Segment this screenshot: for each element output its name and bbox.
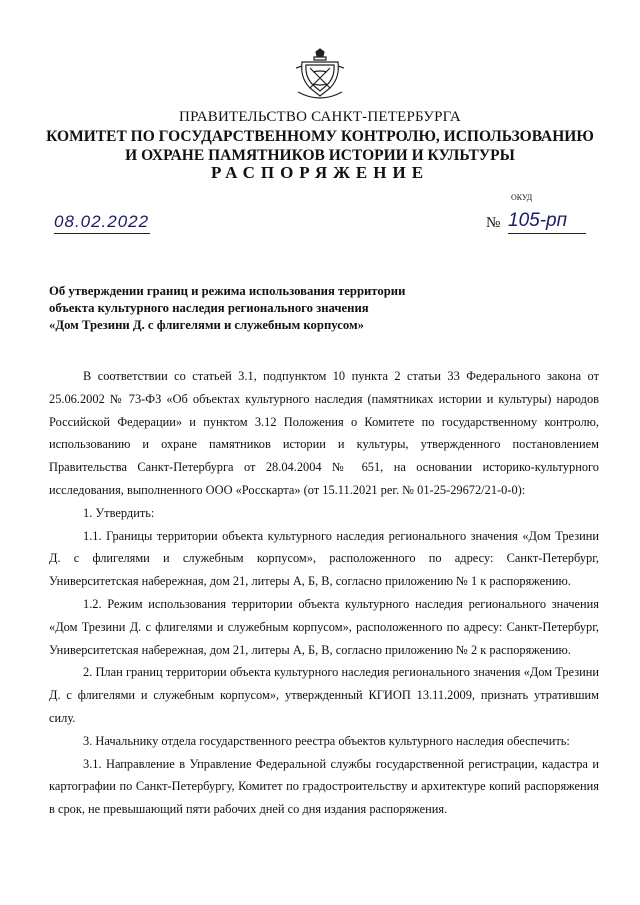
number-label: № bbox=[486, 215, 501, 231]
body-paragraph: 1.1. Границы территории объекта культурного наследия регионального значения «Дом Трезини Д. с флигелями и служебным корпусом», расположенного по адресу: Санкт-Петербург, Университетская набережная, дом 21, литеры А, Б, В, согласно приложению № 1 к распоряжению. bbox=[49, 528, 599, 589]
body-paragraph: 1. Утвердить: bbox=[83, 505, 155, 520]
document-body bbox=[49, 365, 599, 821]
body-paragraph: В соответствии со статьей 3.1, подпунктом 10 пункта 2 статьи 33 Федерального закона от 25.06.2002 № 73-ФЗ «Об объектах культурного наследия (памятниках истории и культуры) народов Российской Федерации» и пунктом 3.12 Положения о Комитете по государственному контролю, использованию и охране памятников истории и культуры, утвержденного постановлением Правительства Санкт-Петербурга от 28.04.2004 № 651, на основании историко-культурного исследования, выполненного ООО «Росскарта» (от 15.11.2021 рег. № 01-25-29672/21-0-0): bbox=[49, 369, 599, 497]
body-paragraph: 3. Начальнику отдела государственного реестра объектов культурного наследия обеспечить: bbox=[83, 733, 570, 748]
body-paragraph: 3.1. Направление в Управление Федеральной службы государственной регистрации, кадастра и картографии по Санкт-Петербургу, Комитет по градостроительству и архитектуре копий распоряжения в срок, не превышающий пяти рабочих дней со дня издания распоряжения. bbox=[49, 756, 599, 817]
document-date: 08.02.2022 bbox=[54, 212, 150, 234]
document-subject bbox=[49, 283, 449, 334]
subject-line: «Дом Трезини Д. с флигелями и служебным корпусом» bbox=[49, 318, 364, 332]
document-number: 105-рп bbox=[508, 210, 586, 234]
subject-line: объекта культурного наследия регионального значения bbox=[49, 301, 369, 315]
document-type: РАСПОРЯЖЕНИЕ bbox=[210, 163, 430, 182]
subject-line: Об утверждении границ и режима использования территории bbox=[49, 284, 406, 298]
committee-name-line: И ОХРАНЕ ПАМЯТНИКОВ ИСТОРИИ И КУЛЬТУРЫ bbox=[125, 147, 515, 164]
okud-label: ОКУД bbox=[511, 193, 533, 202]
committee-name-line: КОМИТЕТ ПО ГОСУДАРСТВЕННОМУ КОНТРОЛЮ, ИСПОЛЬЗОВАНИЮ bbox=[46, 128, 594, 145]
saint-petersburg-coat-of-arms-icon bbox=[296, 48, 344, 102]
government-name: ПРАВИТЕЛЬСТВО САНКТ-ПЕТЕРБУРГА bbox=[179, 109, 461, 125]
committee-name bbox=[0, 127, 640, 165]
body-paragraph: 1.2. Режим использования территории объекта культурного наследия регионального значения «Дом Трезини Д. с флигелями и служебным корпусом», расположенного по адресу: Санкт-Петербург, Университетская набережная, дом 21, литеры А, Б, В, согласно приложению № 2 к распоряжению. bbox=[49, 596, 599, 657]
body-paragraph: 2. План границ территории объекта культурного наследия регионального значения «Дом Трезини Д. с флигелями и служебным корпусом», утвержденный КГИОП 13.11.2009, признать утратившим силу. bbox=[49, 665, 599, 725]
